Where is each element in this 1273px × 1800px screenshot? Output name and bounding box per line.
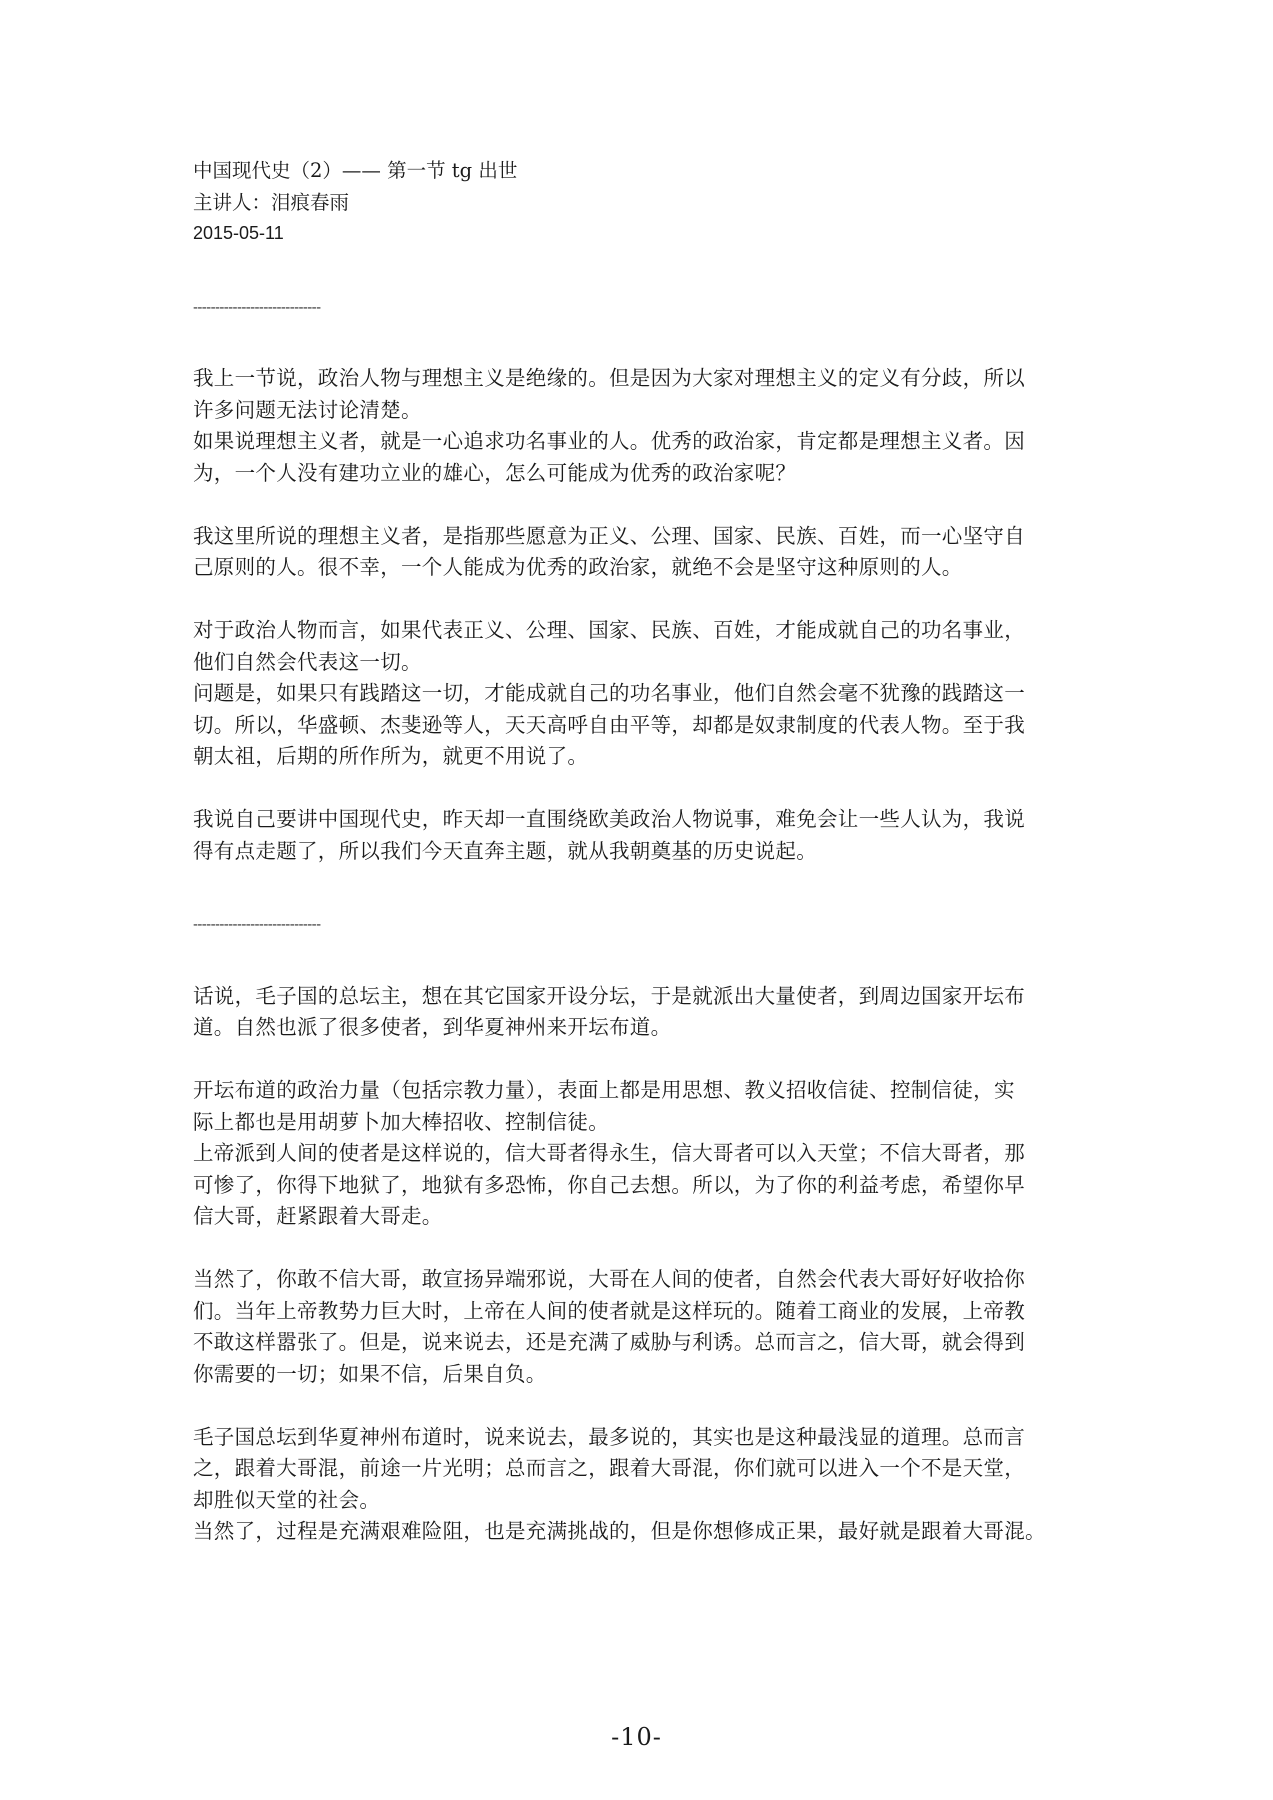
text-line: 话说，毛子国的总坛主，想在其它国家开设分坛，于是就派出大量使者，到周边国家开坛布 <box>193 983 1025 1008</box>
text-line: 可惨了，你得下地狱了，地狱有多恐怖，你自己去想。所以，为了你的利益考虑，希望你早 <box>193 1172 1025 1197</box>
paragraph <box>193 1075 1093 1233</box>
spacer <box>193 323 1093 363</box>
text-line: 我说自己要讲中国现代史，昨天却一直围绕欧美政治人物说事，难免会让一些人认为，我说 <box>193 807 1025 831</box>
text-line: 得有点走题了，所以我们今天直奔主题，就从我朝奠基的历史说起。 <box>193 838 817 863</box>
paragraph <box>193 521 1093 584</box>
text-line: 我上一节说，政治人物与理想主义是绝缘的。但是因为大家对理想主义的定义有分歧，所以 <box>193 366 1025 390</box>
document-body <box>193 155 1093 1548</box>
paragraph-gap <box>193 773 1093 805</box>
paragraph-gap <box>193 1233 1093 1265</box>
paragraph <box>193 1264 1093 1390</box>
text-line: 道。自然也派了很多使者，到华夏神州来开坛布道。 <box>193 1015 672 1039</box>
text-line: 却胜似天堂的社会。 <box>193 1487 381 1512</box>
paragraph-gap <box>193 1044 1093 1076</box>
text-line: 对于政治人物而言，如果代表正义、公理、国家、民族、百姓，才能成就自己的功名事业， <box>193 618 1025 642</box>
paragraph <box>193 804 1093 867</box>
page-number: -10- <box>611 1723 662 1751</box>
text-line: 为，一个人没有建功立业的雄心，怎么可能成为优秀的政治家呢？ <box>193 460 797 485</box>
spacer <box>193 867 1093 909</box>
section-separator: ----------------------------- <box>193 916 321 933</box>
paragraph <box>193 1422 1093 1548</box>
text-line: 问题是，如果只有践踏这一切，才能成就自己的功名事业，他们自然会毫不犹豫的践踏这一 <box>193 681 1025 705</box>
text-line: 信大哥，赶紧跟着大哥走。 <box>193 1204 443 1228</box>
text-line: 之，跟着大哥混，前途一片光明；总而言之，跟着大哥混，你们就可以进入一个不是天堂， <box>193 1456 1025 1480</box>
section-two <box>193 981 1093 1548</box>
text-line: 开坛布道的政治力量（包括宗教力量），表面上都是用思想、教义招收信徒、控制信徒，实 <box>193 1078 1015 1102</box>
speaker-line: 主讲人：泪痕春雨 <box>193 190 350 214</box>
section-one <box>193 363 1093 867</box>
section-separator: ----------------------------- <box>193 298 321 316</box>
paragraph-gap <box>193 489 1093 521</box>
text-line: 朝太祖，后期的所作所为，就更不用说了。 <box>193 744 589 768</box>
text-line: 上帝派到人间的使者是这样说的，信大哥者得永生，信大哥者可以入天堂；不信大哥者，那 <box>193 1141 1025 1165</box>
text-line: 如果说理想主义者，就是一心追求功名事业的人。优秀的政治家，肯定都是理想主义者。因 <box>193 429 1025 453</box>
text-line: 毛子国总坛到华夏神州布道时，说来说去，最多说的，其实也是这种最浅显的道理。总而言 <box>193 1424 1025 1449</box>
text-line: 当然了，你敢不信大哥，敢宣扬异端邪说，大哥在人间的使者，自然会代表大哥好好收拾你 <box>193 1267 1025 1291</box>
date-line: 2015-05-11 <box>193 223 284 243</box>
paragraph <box>193 363 1093 489</box>
text-line: 当然了，过程是充满艰难险阻，也是充满挑战的，但是你想修成正果，最好就是跟着大哥混。 <box>193 1519 1046 1543</box>
text-line: 切。所以，华盛顿、杰斐逊等人，天天高呼自由平等，却都是奴隶制度的代表人物。至于我 <box>193 712 1025 737</box>
paragraph-gap <box>193 1390 1093 1422</box>
text-line: 我这里所说的理想主义者，是指那些愿意为正义、公理、国家、民族、百姓，而一心坚守自 <box>193 523 1025 548</box>
paragraph <box>193 615 1093 773</box>
spacer <box>193 250 1093 292</box>
text-line: 你需要的一切；如果不信，后果自负。 <box>193 1361 547 1386</box>
text-line: 己原则的人。很不幸，一个人能成为优秀的政治家，就绝不会是坚守这种原则的人。 <box>193 555 963 579</box>
text-line: 们。当年上帝教势力巨大时，上帝在人间的使者就是这样玩的。随着工商业的发展，上帝教 <box>193 1298 1025 1323</box>
text-line: 许多问题无法讨论清楚。 <box>193 397 422 422</box>
document-title: 中国现代史（2）—— 第一节 tg 出世 <box>193 159 518 182</box>
text-line: 不敢这样嚣张了。但是，说来说去，还是充满了威胁与利诱。总而言之，信大哥，就会得到 <box>193 1330 1025 1354</box>
text-line: 他们自然会代表这一切。 <box>193 649 422 674</box>
spacer <box>193 941 1093 981</box>
paragraph-gap <box>193 584 1093 616</box>
paragraph <box>193 981 1093 1044</box>
text-line: 际上都也是用胡萝卜加大棒招收、控制信徒。 <box>193 1109 609 1134</box>
